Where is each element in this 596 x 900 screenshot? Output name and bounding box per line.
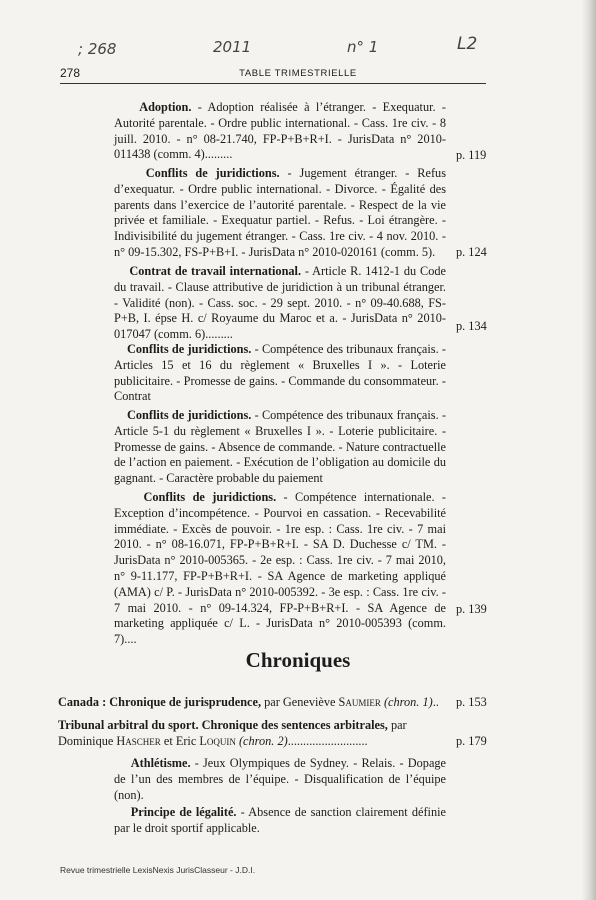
toc-entry: Adoption. - Adoption réalisée à l’étranger. - Exequatur. - Autorité parentale. - Ordre public international. - Cass. 1re civ. - 8 juill. 2010. - n° 08-21.740, FP-P+B+R+I. - JurisData n° 2010-011438 (comm. 4).........: [114, 100, 446, 162]
chronicle-item: Canada : Chronique de jurisprudence, par Geneviève Saumier (chron. 1)..: [58, 695, 439, 709]
toc-entry: [114, 342, 446, 405]
entry-text: - Adoption réalisée à l’étranger. - Exequatur. - Autorité parentale. - Ordre public international. - Cass. 1re civ. - 8 juill. 2010. - n° 08-21.740, FP-P+B+R+I. - JurisData n° 2010-011438 (comm. 4): [114, 100, 446, 162]
toc-entry: [114, 756, 446, 803]
chronicle-author: Saumier: [338, 695, 381, 709]
entry-text: - Compétence des tribunaux français. - Article 5-1 du règlement « Bruxelles I ». - Loterie publicitaire. - Promesse de gains. - Absence de commande. - Nature contractuelle de l’action en paiement. - Exécution de l’obligation au domicile du gagnant. - Caractère probable du paiement: [114, 408, 447, 486]
entry-title: Conflits de juridictions.: [127, 342, 252, 356]
chronicle-title: Tribunal arbitral du sport. Chronique des sentences arbitrales,: [58, 718, 388, 732]
chronicle-item: Tribunal arbitral du sport. Chronique des sentences arbitrales, par Dominique Hascher et Eric Loquin (chron. 2)..........................: [58, 718, 407, 748]
chronicle-author-prefix: par Geneviève: [261, 695, 339, 709]
entry-title: Principe de légalité.: [130, 805, 237, 819]
entry-page: p. 134: [456, 319, 487, 333]
entry-title: Adoption.: [139, 100, 192, 114]
section-title: Chroniques: [245, 648, 351, 672]
handwritten-annotation: ; 268: [78, 40, 117, 58]
scan-edge: [582, 0, 596, 900]
toc-entry: Conflits de juridictions. - Compétence internationale. - Exception d’incompétence. - Pourvoi en cassation. - Recevabilité immédiate. - Excès de pouvoir. - 1re esp. : Cass. 1re civ. - 7 mai 2010. - n° 08-16.071, FP-P+B+R+I. - SA D. Duchesse c/ TM. - JurisData n° 2010-005365. - 2e esp. : Cass. 1re civ. - 7 mai 2010, n° 9-11.177, FP-P+B+R+I. - SA Agence de marketing appliqué (AMA) c/ P. - JurisData n° 2010-005392. - 3e esp. : Cass. 1re civ. - 7 mai 2010. - n° 09-14.324, FP-P+B+R+I. - SA Agence de marketing appliquée c/ L. - JurisData n° 2010-005393 (comm. 7)....: [114, 490, 447, 647]
entry-text: - Jugement étranger. - Refus d’exequatur. - Ordre public international. - Divorce. - Égalité des parents dans l’exercice de l’autorité parentale. - Respect de la vie privée et familiale. - Exequatur partiel. - Refus. - Loi étrangère. - Indivisibilité du jugement étranger. - Cass. 1re civ. - 4 nov. 2010. - n° 09-15.302, FS-P+B+I. - JurisData n° 2010-020161 (comm. 5).: [114, 166, 446, 259]
entry-text: - Article R. 1412-1 du Code du travail. - Clause attributive de juridiction à un tribunal étranger. - Validité (non). - Cass. soc. - 29 sept. 2010. - n° 09-40.688, FS-P+B, I. épse H. c/ Royaume du Maroc et a. - JurisData n° 2010-017047 (comm. 6): [114, 264, 447, 342]
running-head: TABLE TRIMESTRIELLE: [239, 68, 357, 79]
chronicle-author: Loquin: [199, 733, 236, 748]
entry-title: Conflits de juridictions.: [145, 166, 280, 180]
toc-entry: [114, 166, 446, 261]
footer: Revue trimestrielle LexisNexis JurisClasseur - J.D.I.: [60, 865, 256, 875]
header-rule: [60, 83, 486, 84]
entry-title: Conflits de juridictions.: [143, 490, 277, 504]
entry-text: - Compétence internationale. - Exception d’incompétence. - Pourvoi en cassation. - Recevabilité immédiate. - Excès de pouvoir. - 1re esp. : Cass. 1re civ. - 7 mai 2010. - n° 08-16.071, FP-P+B+R+I. - SA D. Duchesse c/ TM. - JurisData n° 2010-005365. - 2e esp. : Cass. 1re civ. - 7 mai 2010, n° 9-11.177, FP-P+B+R+I. - SA Agence de marketing appliqué (AMA) c/ P. - JurisData n° 2010-005392. - 3e esp. : Cass. 1re civ. - 7 mai 2010. - n° 09-14.324, FP-P+B+R+I. - SA Agence de marketing appliquée c/ L. - JurisData n° 2010-005393 (comm. 7): [114, 490, 447, 647]
entry-page: p. 124: [456, 245, 487, 259]
entry-page: p. 119: [456, 148, 487, 162]
toc-entry: [114, 408, 446, 487]
chronicle-title: Canada : Chronique de jurisprudence,: [58, 695, 262, 709]
entry-title: Contrat de travail international.: [129, 264, 302, 278]
chronicle-page: p. 153: [456, 695, 487, 709]
entry-text: - Compétence des tribunaux français. - Articles 15 et 16 du règlement « Bruxelles I ». - Loterie publicitaire. - Promesse de gains. - Commande du consommateur. - Contrat: [114, 342, 447, 404]
toc-entry: [114, 805, 446, 837]
chronicle-ref: (chron. 2): [235, 733, 288, 748]
chronicle-author: Hascher: [116, 733, 161, 748]
entry-title: Athlétisme.: [130, 756, 191, 770]
entry-text: - Absence de sanction clairement définie par le droit sportif applicable.: [114, 805, 446, 835]
chronicle-ref: (chron. 1): [380, 695, 433, 709]
chronicle-author-join: et Eric: [160, 733, 200, 748]
handwritten-annotation: 2011: [213, 38, 252, 56]
handwritten-annotation: n° 1: [347, 38, 379, 56]
entry-text: - Jeux Olympiques de Sydney. - Relais. - Dopage de l’un des membres de l’équipe. - Disqualification de l’équipe (non).: [114, 756, 447, 802]
entry-title: Conflits de juridictions.: [127, 408, 252, 422]
entry-page: p. 139: [456, 602, 487, 616]
chronicle-author-prefix: par Dominique: [58, 718, 407, 748]
handwritten-annotation: L2: [457, 34, 478, 54]
page-number: 278: [60, 66, 81, 80]
chronicle-page: p. 179: [456, 734, 487, 748]
toc-entry: Contrat de travail international. - Article R. 1412-1 du Code du travail. - Clause attributive de juridiction à un tribunal étranger. - Validité (non). - Cass. soc. - 29 sept. 2010. - n° 09-40.688, FS-P+B, I. épse H. c/ Royaume du Maroc et a. - JurisData n° 2010-017047 (comm. 6).........: [114, 264, 447, 342]
